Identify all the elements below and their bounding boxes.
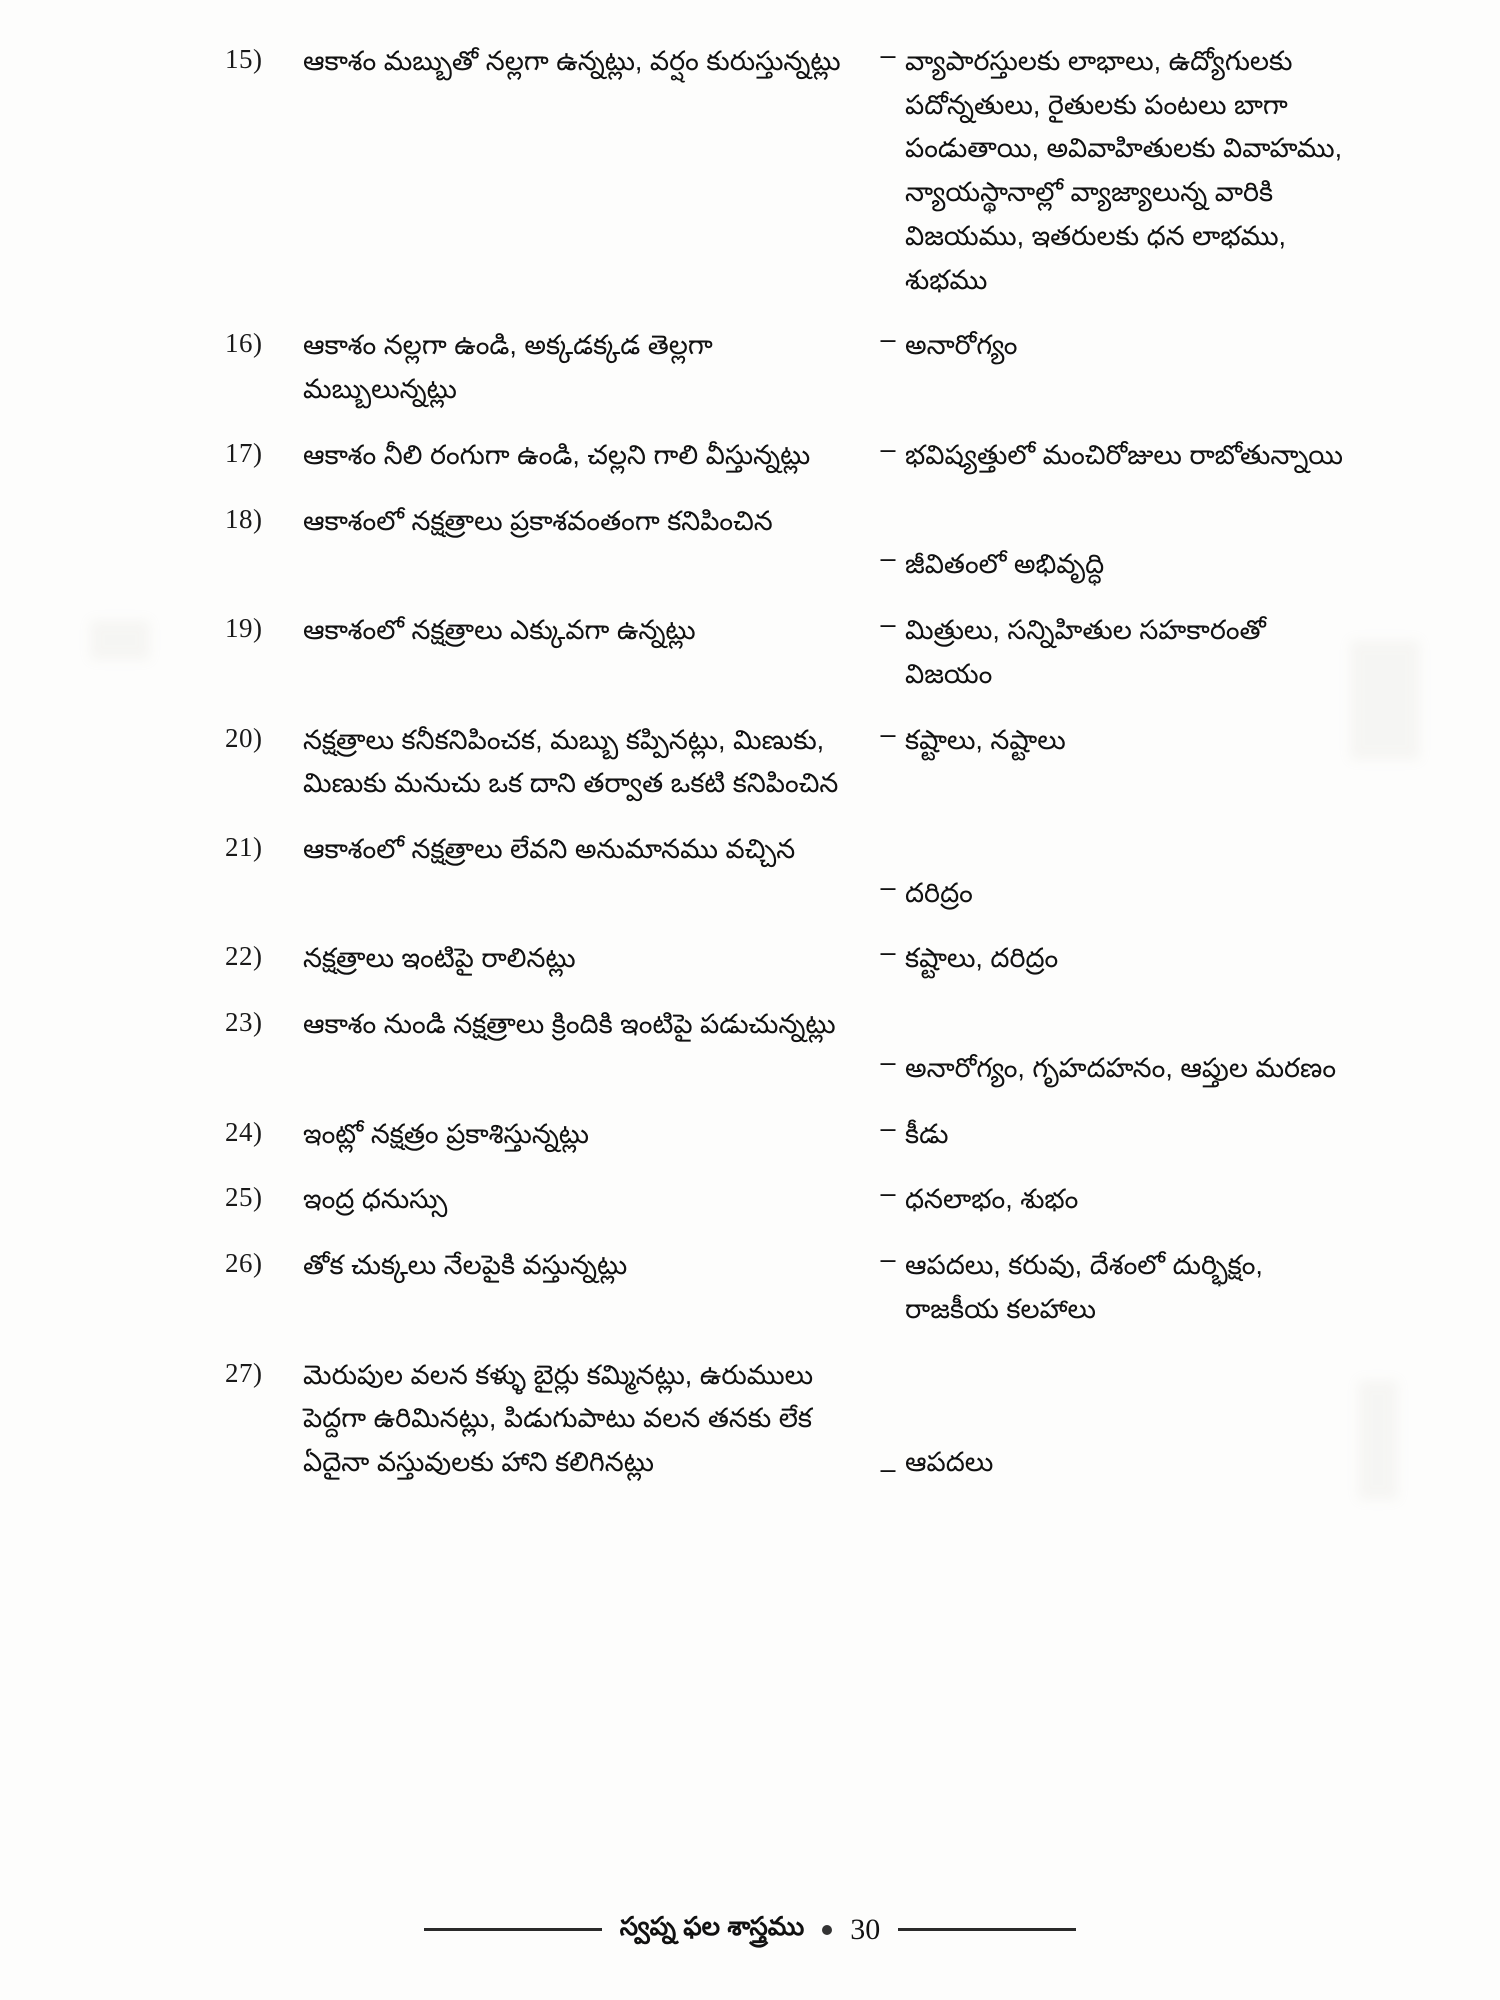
entry-dash: –	[880, 1046, 896, 1077]
entry-meaning-text: మిత్రులు, సన్నిహితుల సహకారంతో విజయం	[905, 615, 1266, 689]
entry-number: 21)	[225, 832, 263, 863]
entry-dash: –	[880, 718, 896, 749]
list-item	[225, 40, 1345, 302]
entry-number: 27)	[225, 1357, 263, 1388]
entry-number: 26)	[225, 1248, 263, 1279]
entry-meaning-text: భవిష్యత్తులో మంచిరోజులు రాబోతున్నాయి	[905, 439, 1344, 470]
entry-dream-text: ఆకాశంలో నక్షత్రాలు ఎక్కువగా ఉన్నట్లు	[303, 615, 696, 646]
entry-meaning-text: కీడు	[905, 1118, 949, 1149]
entry-dream-text: ఇంట్లో నక్షత్రం ప్రకాశిస్తున్నట్లు	[303, 1118, 589, 1149]
list-item	[225, 1244, 1345, 1331]
entry-dash: –	[880, 1112, 896, 1143]
entry-number: 20)	[225, 722, 263, 753]
list-item	[225, 1354, 1345, 1485]
page-footer	[0, 1911, 1500, 1948]
entry-dash: –	[880, 433, 896, 464]
entry-meaning-text: ధనలాభం, శుభం	[905, 1184, 1079, 1215]
entry-dream-text: మెరుపుల వలన కళ్ళు బైర్లు కమ్మినట్లు, ఉరుములు పెద్దగా ఉరిమినట్లు, పిడుగుపాటు వలన తనకు లేక ఏదైనా వస్తువులకు హాని కలిగినట్లు	[303, 1359, 814, 1478]
entry-meaning-text: జీవితంలో అభివృద్ధి	[905, 549, 1105, 580]
page-number: 30	[850, 1912, 881, 1946]
dream-interpretation-list	[225, 40, 1345, 1507]
entry-dash: –	[880, 609, 896, 640]
list-item	[225, 719, 1345, 806]
list-item	[225, 434, 1345, 478]
entry-meaning-text: అనారోగ్యం, గృహదహనం, ఆప్తుల మరణం	[905, 1052, 1337, 1083]
entry-dash: –	[880, 1178, 896, 1209]
entry-dream-text: ఆకాశం మబ్బుతో నల్లగా ఉన్నట్లు, వర్షం కురుస్తున్నట్లు	[303, 46, 841, 76]
footer-rule-right	[898, 1928, 1076, 1931]
entry-meaning-text: కష్టాలు, నష్టాలు	[905, 724, 1066, 755]
entry-dash: –	[880, 543, 896, 574]
entry-dash: –	[880, 1244, 896, 1275]
list-item	[225, 1113, 1345, 1157]
footer-rule-left	[424, 1928, 602, 1931]
paper-smudge	[90, 620, 150, 660]
entry-number: 24)	[225, 1116, 263, 1147]
entry-number: 19)	[225, 613, 263, 644]
entry-dash: –	[880, 1453, 896, 1484]
entry-number: 25)	[225, 1182, 263, 1213]
bullet-icon	[822, 1925, 832, 1935]
list-item	[225, 828, 1345, 915]
entry-number: 18)	[225, 503, 263, 534]
list-item	[225, 1003, 1345, 1090]
entry-dream-text: ఆకాశంలో నక్షత్రాలు లేవని అనుమానము వచ్చిన	[303, 834, 796, 865]
entry-meaning-text: దరిద్రం	[905, 877, 973, 908]
list-item	[225, 500, 1345, 587]
entry-dash: –	[880, 40, 896, 70]
entry-number: 22)	[225, 941, 263, 972]
paper-smudge	[1350, 640, 1420, 760]
entry-meaning-text: అనారోగ్యం	[905, 330, 1018, 361]
entry-dash: –	[880, 871, 896, 902]
entry-meaning-text: ఆపదలు	[905, 1447, 994, 1478]
entry-dream-text: నక్షత్రాలు కనీకనిపించక, మబ్బు కప్పినట్లు, మిణుకు, మిణుకు మనుచు ఒక దాని తర్వాత ఒకటి కనిపించిన	[303, 724, 839, 799]
entry-meaning-text: ఆపదలు, కరువు, దేశంలో దుర్భిక్షం, రాజకీయ కలహాలు	[905, 1250, 1263, 1324]
entry-number: 16)	[225, 328, 263, 359]
paper-smudge	[1358, 1380, 1398, 1500]
list-item	[225, 324, 1345, 411]
entry-number: 15)	[225, 44, 263, 74]
entry-number: 23)	[225, 1007, 263, 1038]
list-item	[225, 1178, 1345, 1222]
entry-dream-text: ఇంద్ర ధనుస్సు	[303, 1184, 448, 1215]
entry-number: 17)	[225, 437, 263, 468]
book-title: స్వప్న ఫల శాస్త్రము	[619, 1911, 805, 1941]
list-item	[225, 609, 1345, 696]
entry-meaning-text: వ్యాపారస్తులకు లాభాలు, ఉద్యోగులకు పదోన్నతులు, రైతులకు పంటలు బాగా పండుతాయి, అవివాహితులకు వివాహము, న్యాయస్థానాల్లో వ్యాజ్యాలున్న వారికి విజయము, ఇతరులకు ధన లాభము, శుభము	[905, 46, 1343, 295]
entry-dash: –	[880, 324, 896, 355]
entry-dream-text: ఆకాశంలో నక్షత్రాలు ప్రకాశవంతంగా కనిపించిన	[303, 505, 773, 536]
entry-dream-text: ఆకాశం నల్లగా ఉండి, అక్కడక్కడ తెల్లగా మబ్బులున్నట్లు	[303, 330, 713, 405]
entry-dream-text: నక్షత్రాలు ఇంటిపై రాలినట్లు	[303, 943, 576, 974]
entry-dream-text: తోక చుక్కలు నేలపైకి వస్తున్నట్లు	[303, 1250, 628, 1281]
list-item	[225, 937, 1345, 981]
entry-meaning-text: కష్టాలు, దరిద్రం	[905, 943, 1059, 974]
entry-dream-text: ఆకాశం నుండి నక్షత్రాలు క్రిందికి ఇంటిపై పడుచున్నట్లు	[303, 1009, 836, 1040]
entry-dash: –	[880, 937, 896, 968]
entry-dream-text: ఆకాశం నీలి రంగుగా ఉండి, చల్లని గాలి వీస్తున్నట్లు	[303, 439, 811, 470]
